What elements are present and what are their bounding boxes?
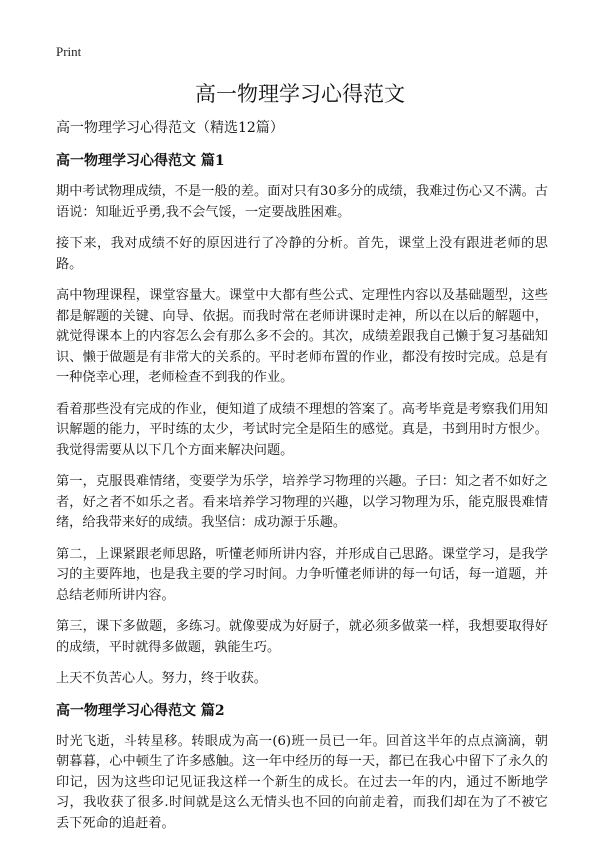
paragraph: 看着那些没有完成的作业，便知道了成绩不理想的答案了。高考毕竟是考察我们用知识解题的能力，平时练的太少，考试时完全是陌生的感觉。真是，书到用时方恨少。 我觉得需要从以下几个方面来解决问题。 bbox=[56, 401, 548, 458]
paragraph: 期中考试物理成绩，不是一般的差。面对只有30多分的成绩，我难过伤心又不满。古语说：知耻近乎勇,我不会气馁，一定要战胜困难。 bbox=[56, 184, 548, 220]
paragraph: 时光飞逝，斗转星移。转眼成为高一(6)班一员已一年。回首这半年的点点滴滴，朝朝暮暮，心中顿生了许多感触。这一年中经历的每一天，都已在我心中留下了永久的印记，因为这些印记见证我这样一个新生的成长。在过去一年的内，通过不断地学习，我收获了很多.时间就是这么无情头也不回的向前走着，而我们却在为了不被它丢下死命的追赶着。 bbox=[56, 733, 548, 831]
paragraph: 第二，上课紧跟老师思路，听懂老师所讲内容，并形成自己思路。课堂学习，是我学习的主要阵地，也是我主要的学习时间。力争听懂老师讲的每一句话，每一道题，并总结老师所讲内容。 bbox=[56, 546, 548, 603]
page-title: 高一物理学习心得范文 bbox=[195, 82, 405, 106]
paragraph: 第三，课下多做题，多练习。就像要成为好厨子，就必须多做菜一样，我想要取得好的成绩，平时就得多做题，孰能生巧。 bbox=[56, 619, 548, 655]
article-subtitle: 高一物理学习心得范文（精选12篇） bbox=[56, 120, 284, 136]
section-heading: 高一物理学习心得范文 篇2 bbox=[56, 702, 225, 719]
article-body bbox=[56, 118, 548, 845]
section-heading: 高一物理学习心得范文 篇1 bbox=[56, 153, 225, 169]
paragraph: 接下来，我对成绩不好的原因进行了冷静的分析。首先，课堂上没有跟进老师的思路。 bbox=[56, 236, 548, 272]
print-link[interactable]: Print bbox=[56, 44, 82, 59]
paragraph: 高中物理课程，课堂容量大。课堂中大都有些公式、定理性内容以及基础题型，这些都是解题的关键、向导、依据。而我时常在老师讲课时走神，所以在以后的解题中，就觉得课本上的内容怎么会有那么多不会的。其次，成绩差跟我自己懒于复习基础知识、懒于做题是有非常大的关系的。平时老师布置的作业，都没有按时完成。总是有一种侥幸心理，老师检查不到我的作业。 bbox=[56, 288, 548, 385]
paragraph: 第一，克服畏难情绪，变要学为乐学，培养学习物理的兴趣。子曰：知之者不如好之者，好之者不如乐之者。看来培养学习物理的兴趣，以学习物理为乐，能克服畏难情绪，给我带来好的成绩。我坚信：成功源于乐趣。 bbox=[56, 474, 548, 530]
paragraph: 上天不负苦心人。努力，终于收获。 bbox=[56, 671, 267, 686]
